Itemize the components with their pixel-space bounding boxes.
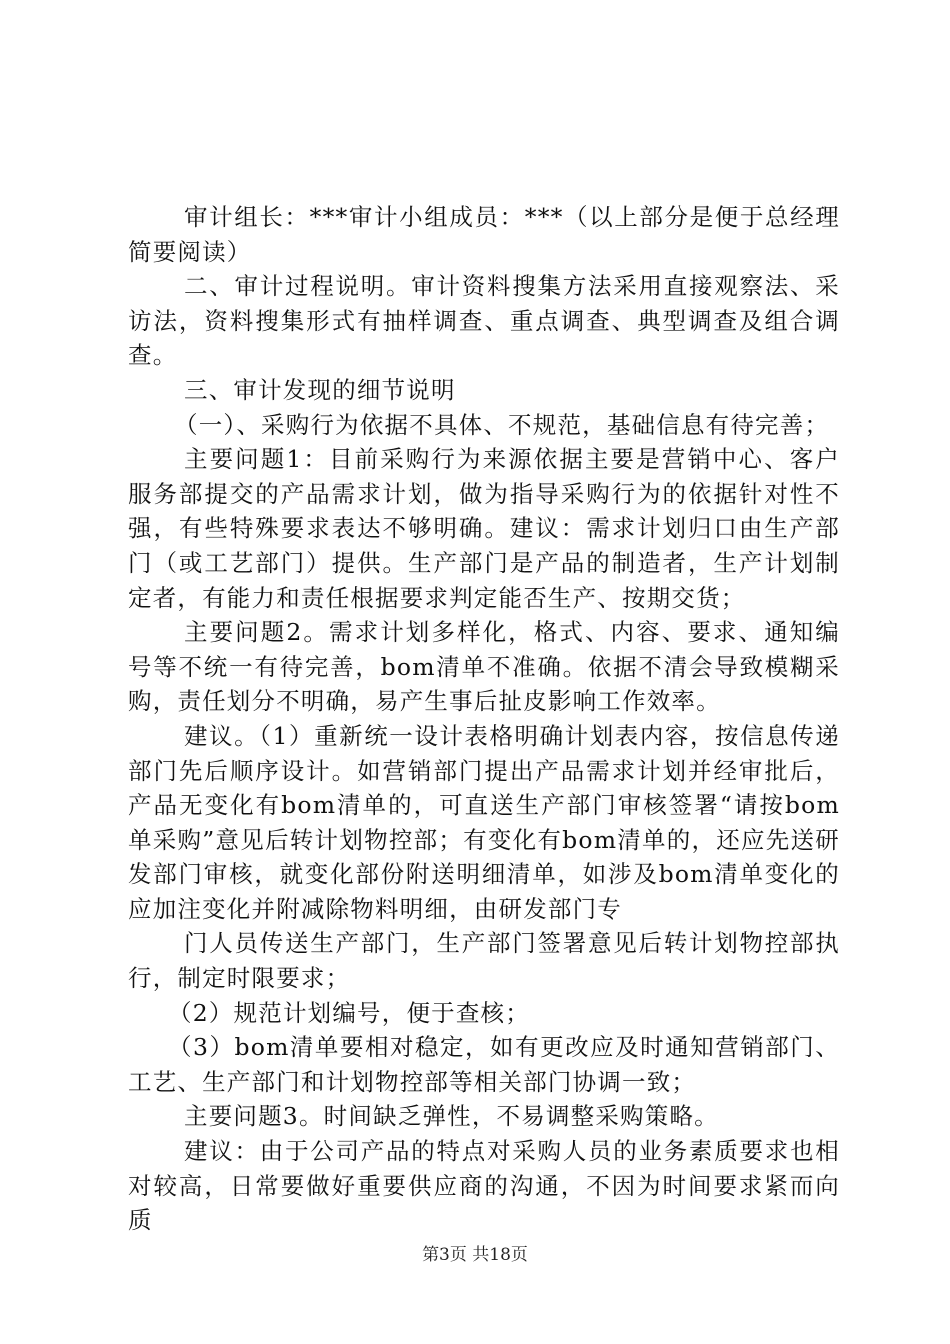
paragraph-issue-two: 主要问题2。需求计划多样化，格式、内容、要求、通知编号等不统一有待完善，bom清单不准确。依据不清会导致模糊采购，责任划分不明确，易产生事后扯皮影响工作效率。 xyxy=(128,618,840,716)
paragraph-finding-one: （一）、采购行为依据不具体、不规范，基础信息有待完善； xyxy=(174,410,830,439)
paragraph-suggestion-final: 建议：由于公司产品的特点对采购人员的业务素质要求也相对较高，日常要做好重要供应商的沟通，不因为时间要求紧而向质 xyxy=(128,1137,840,1235)
paragraph-suggestion-one-cont: 门人员传送生产部门，生产部门签署意见后转计划物控部执行，制定时限要求； xyxy=(128,929,840,993)
paragraph-issue-three: 主要问题3。时间缺乏弹性，不易调整采购策略。 xyxy=(184,1102,719,1131)
paragraph-audit-process: 二、审计过程说明。审计资料搜集方法采用直接观察法、采访法，资料搜集形式有抽样调查、重点调查、典型调查及组合调查。 xyxy=(128,272,840,370)
document-body xyxy=(128,200,840,1238)
paragraph-issue-one: 主要问题1：目前采购行为来源依据主要是营销中心、客户服务部提交的产品需求计划，做为指导采购行为的依据针对性不强，有些特殊要求表达不够明确。建议：需求计划归口由生产部门（或工艺部门）提供。生产部门是产品的制造者，生产计划制定者，有能力和责任根据要求判定能否生产、按期交货； xyxy=(128,445,840,612)
paragraph-audit-team: 审计组长：***审计小组成员：***（以上部分是便于总经理简要阅读） xyxy=(128,203,840,266)
paragraph-findings-heading: 三、审计发现的细节说明 xyxy=(184,375,456,404)
page-number-footer: 第3页 共18页 xyxy=(422,1245,528,1265)
paragraph-suggestion-three: （3）bom清单要相对稳定，如有更改应及时通知营销部门、工艺、生产部门和计划物控部等相关部门协调一致； xyxy=(128,1033,840,1096)
paragraph-suggestion-two: （2）规范计划编号，便于查核； xyxy=(168,998,530,1027)
paragraph-suggestion-one: 建议。（1）重新统一设计表格明确计划表内容，按信息传递部门先后顺序设计。如营销部门提出产品需求计划并经审批后，产品无变化有bom清单的，可直送生产部门审核签署“请按bom单采购”意见后转计划物控部；有变化有bom清单的，还应先送研发部门审核，就变化部份附送明细清单，如涉及bom清单变化的应加注变化并附减除物料明细，由研发部门专 xyxy=(128,721,840,923)
